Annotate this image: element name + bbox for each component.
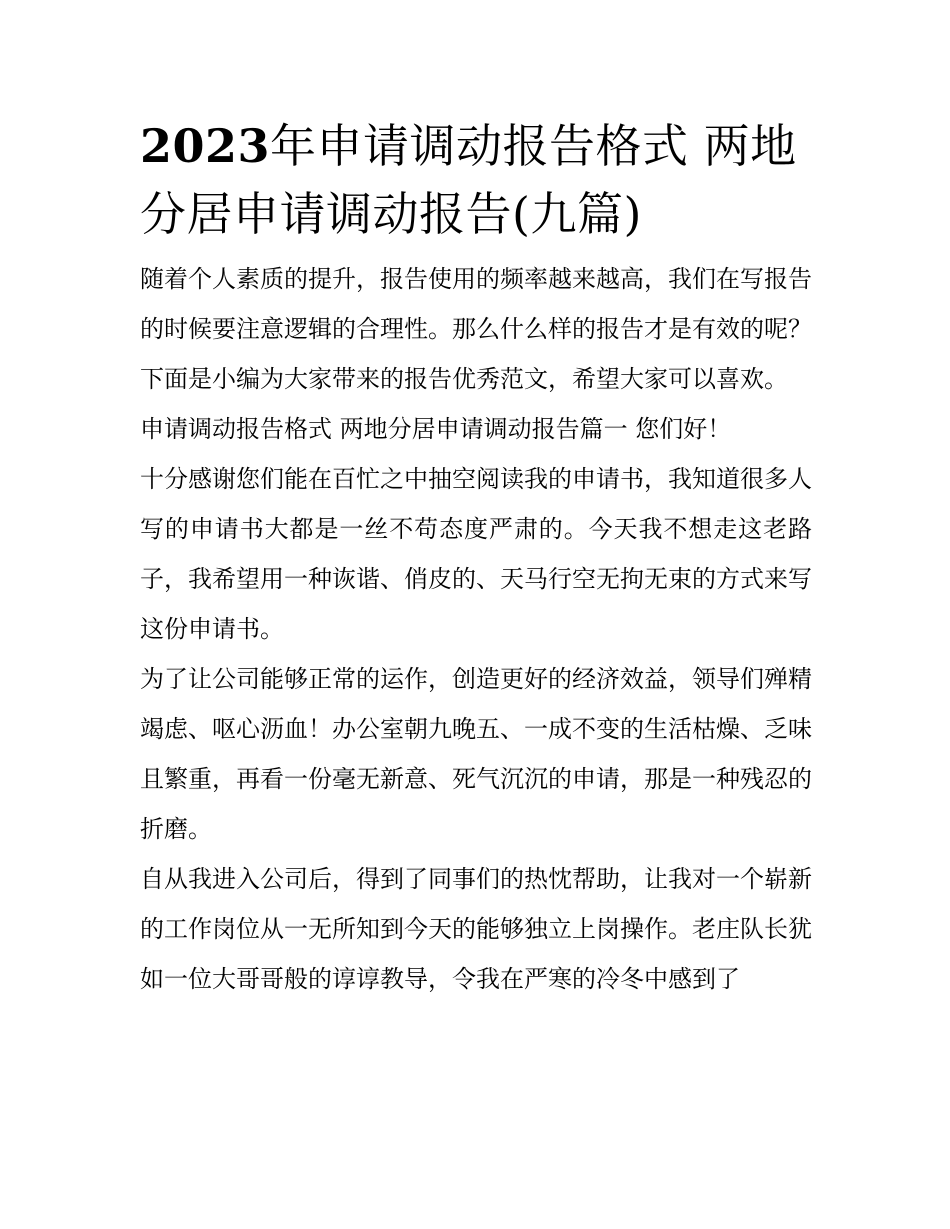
section-heading-paragraph: 申请调动报告格式 两地分居申请调动报告篇一 您们好！	[140, 415, 732, 443]
document-title	[140, 112, 812, 248]
title-year: 2023	[140, 119, 271, 173]
intro-paragraph: 随着个人素质的提升，报告使用的频率越来越高，我们在写报告的时候要注意逻辑的合理性。那么什么样的报告才是有效的呢？下面是小编为大家带来的报告优秀范文，希望大家可以喜欢。	[140, 265, 812, 393]
title-text: 年申请调动报告格式 两地分居申请调动报告(九篇)	[140, 119, 797, 241]
body-paragraph: 自从我进入公司后，得到了同事们的热忱帮助，让我对一个崭新的工作岗位从一无所知到今天的能够独立上岗操作。老庄队长犹如一位大哥哥般的谆谆教导，令我在严寒的冷冬中感到了	[140, 865, 812, 993]
body-paragraph: 为了让公司能够正常的运作，创造更好的经济效益，领导们殚精竭虑、呕心沥血！办公室朝九晚五、一成不变的生活枯燥、乏味且繁重，再看一份毫无新意、死气沉沉的申请，那是一种残忍的折磨。	[140, 665, 812, 843]
document-page	[140, 112, 812, 1004]
body-paragraph: 十分感谢您们能在百忙之中抽空阅读我的申请书，我知道很多人写的申请书大都是一丝不苟态度严肃的。今天我不想走这老路子，我希望用一种诙谐、俏皮的、天马行空无拘无束的方式来写这份申请书。	[140, 465, 812, 643]
